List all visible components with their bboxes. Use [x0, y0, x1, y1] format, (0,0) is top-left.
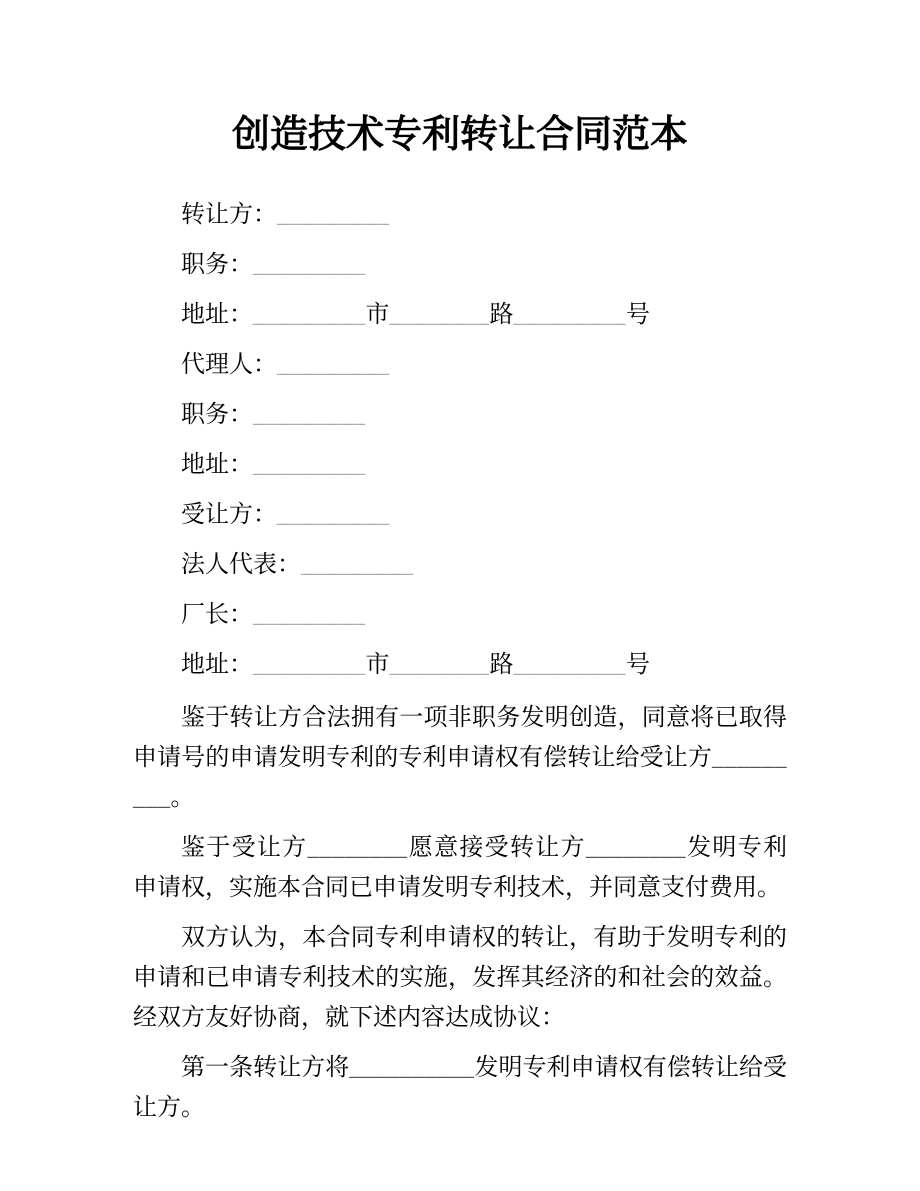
form-line-legal-representative: [133, 548, 787, 582]
blank-underline: _________: [513, 652, 626, 678]
field-label: 职务：: [181, 402, 253, 428]
field-label-city: 市: [365, 302, 390, 328]
paragraph-text: 鉴于转让方合法拥有一项非职务发明创造，同意将已取得申请号的申请发明专利的专利申请权有偿转让给受让方: [133, 705, 787, 771]
blank-underline: ________: [389, 652, 490, 678]
field-label-city: 市: [365, 652, 390, 678]
field-label: 厂长：: [181, 602, 253, 628]
blank-underline: _________: [513, 302, 626, 328]
form-line-agent: [133, 348, 787, 382]
field-label: 法人代表：: [181, 552, 301, 578]
paragraph-text: 发明专利申请权有偿转让给受让方。: [133, 1055, 788, 1121]
paragraph-text: 双方认为，本合同专利申请权的转让，有助于发明专利的申请和已申请专利技术的实施，发挥其经济的和社会的效益。经双方友好协商，就下述内容达成协议：: [133, 925, 787, 1031]
field-label: 地址：: [181, 652, 253, 678]
form-line-address-2: [133, 448, 787, 482]
paragraph-text: 第一条转让方将: [181, 1055, 350, 1081]
blank-underline: _________: [277, 502, 390, 528]
blank-underline: ________: [389, 302, 490, 328]
form-line-address-3: [133, 648, 787, 682]
paragraph-text: 发明专利申请权，实施本合同已申请发明专利技术，并同意支付费用。: [133, 835, 788, 901]
field-label-number: 号: [626, 652, 650, 678]
field-label: 代理人：: [181, 352, 277, 378]
paragraph-article-1: [133, 1048, 787, 1128]
blank-underline: _________: [253, 602, 366, 628]
blank-underline: _________: [133, 745, 787, 811]
paragraph-text: 。: [170, 785, 195, 811]
form-line-transferor: [133, 198, 787, 232]
form-line-position-1: [133, 248, 787, 282]
blank-underline: ________: [585, 835, 686, 861]
field-label: 转让方：: [181, 202, 277, 228]
blank-underline: _________: [253, 652, 366, 678]
form-line-factory-director: [133, 598, 787, 632]
blank-underline: __________: [349, 1055, 475, 1081]
blank-underline: _________: [301, 552, 414, 578]
field-label-road: 路: [489, 652, 514, 678]
paragraph-text: 愿意接受转让方: [407, 835, 586, 861]
field-label: 受让方：: [181, 502, 277, 528]
paragraph-mutual-agreement: [133, 918, 787, 1038]
form-line-transferee: [133, 498, 787, 532]
paragraph-recital-transferor: [133, 698, 787, 818]
blank-underline: _________: [253, 302, 366, 328]
field-label: 地址：: [181, 452, 253, 478]
blank-underline: ________: [307, 835, 408, 861]
form-line-address-1: [133, 298, 787, 332]
field-label-road: 路: [489, 302, 514, 328]
field-label-number: 号: [626, 302, 650, 328]
document-title: 创造技术专利转让合同范本: [231, 114, 688, 156]
blank-underline: _________: [253, 452, 366, 478]
field-label: 地址：: [181, 302, 253, 328]
paragraph-recital-transferee: [133, 828, 787, 908]
form-line-position-2: [133, 398, 787, 432]
paragraph-text: 鉴于受让方: [181, 835, 308, 861]
blank-underline: _________: [253, 252, 366, 278]
blank-underline: _________: [277, 352, 390, 378]
field-label: 职务：: [181, 252, 253, 278]
blank-underline: _________: [277, 202, 390, 228]
blank-underline: _________: [253, 402, 366, 428]
